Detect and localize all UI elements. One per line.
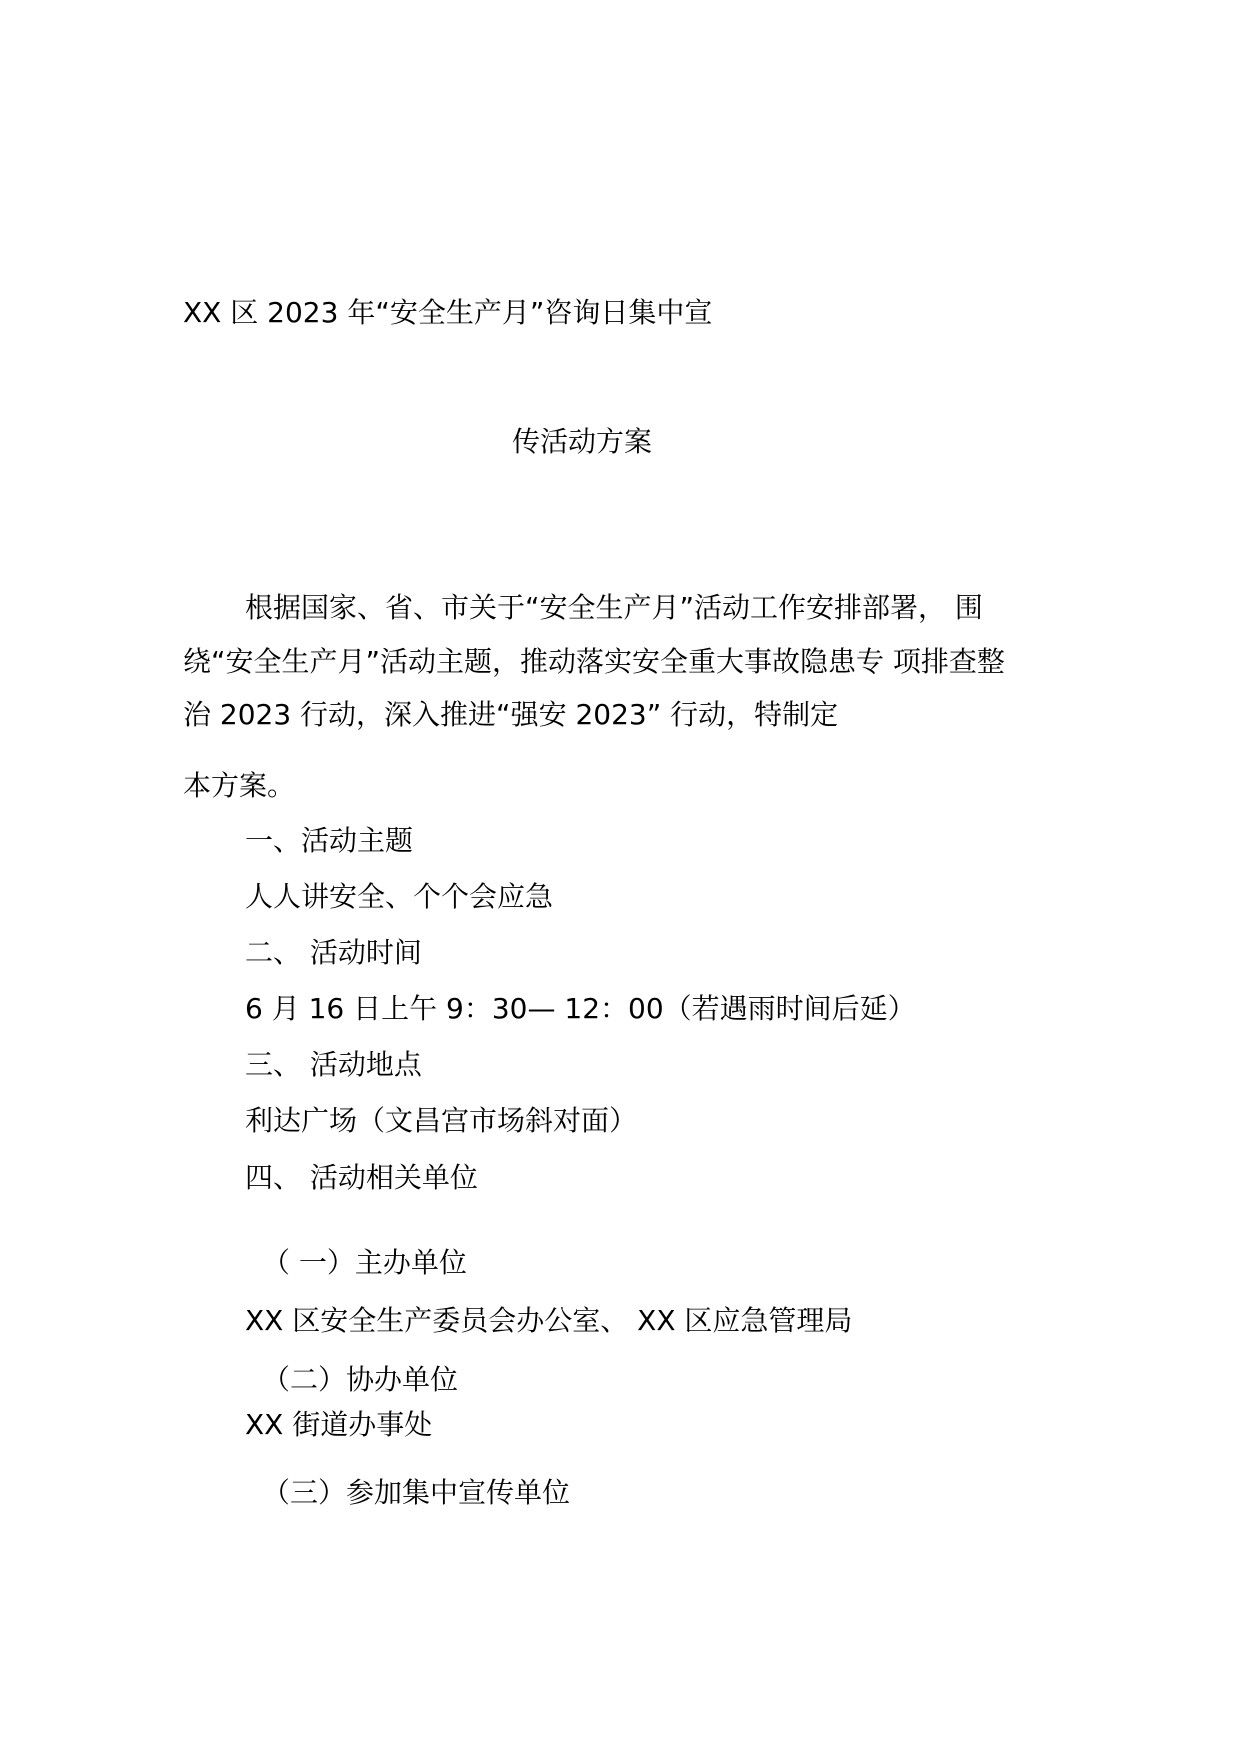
subsection-1-heading: （ 一）主办单位 [262,1246,467,1279]
section-4-heading: 四、 活动相关单位 [245,1161,478,1194]
subsection-2-body: XX 街道办事处 [245,1408,433,1441]
intro-line-4: 本方案。 [183,769,296,802]
section-2-heading: 二、 活动时间 [245,936,422,969]
intro-line-3: 治 2023 行动，深入推进“强安 2023” 行动，特制定 [183,698,839,731]
intro-line-1: 根据国家、省、市关于“安全生产月”活动工作安排部署， 围 [245,591,983,624]
section-3-body: 利达广场（文昌宫市场斜对面） [245,1104,638,1137]
section-3-heading: 三、 活动地点 [245,1048,422,1081]
section-2-body: 6 月 16 日上午 9：30— 12：00（若遇雨时间后延） [245,992,916,1025]
subsection-2-heading: （二）协办单位 [262,1363,459,1396]
section-1-heading: 一、活动主题 [245,824,414,857]
title-line-2: 传活动方案 [512,425,653,458]
section-1-body: 人人讲安全、个个会应急 [245,880,554,913]
subsection-3-heading: （三）参加集中宣传单位 [262,1476,571,1509]
subsection-1-body: XX 区安全生产委员会办公室、 XX 区应急管理局 [245,1304,853,1337]
intro-line-2: 绕“安全生产月”活动主题，推动落实安全重大事故隐患专 项排查整 [183,645,1005,678]
title-line-1: XX 区 2023 年“安全生产月”咨询日集中宣 [183,296,713,329]
